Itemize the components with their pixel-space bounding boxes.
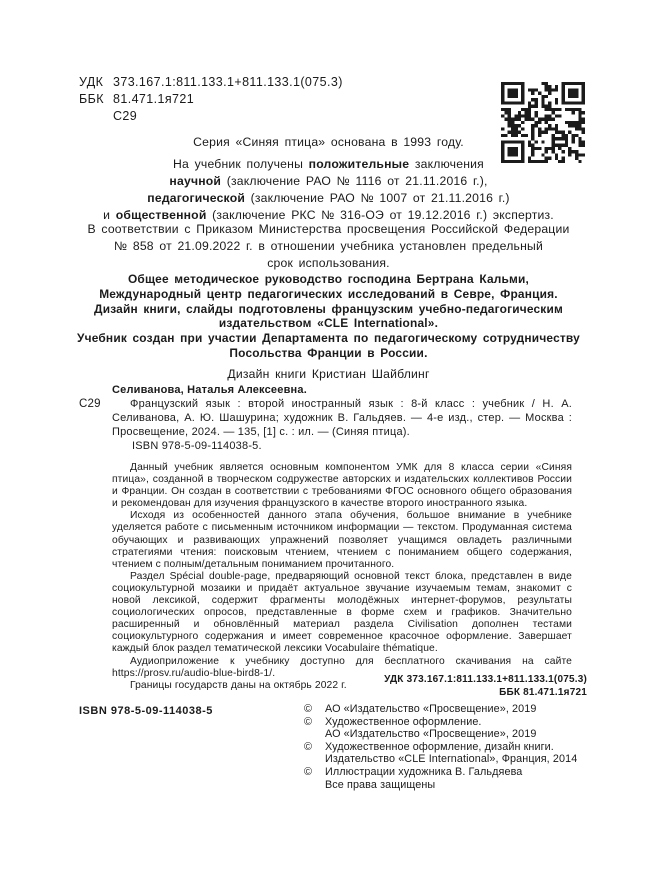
management-line: Учебник создан при участии Департамента по педагогическому сотрудничеству (77, 331, 580, 346)
decree-block (65, 221, 592, 272)
annotation-paragraph: Аудиоприложение к учебнику доступно для бесплатного скачивания на сайте https://prosv.ru/audio-blue-bird8-1/. (112, 655, 572, 679)
management-line: Дизайн книги, слайды подготовлены французским учебно-педагогическим (94, 301, 563, 316)
copyright-icon: © (304, 740, 313, 753)
copyright-line (304, 741, 577, 754)
decree-line: В соответствии с Приказом Министерства просвещения Российской Федерации (87, 222, 570, 236)
expertise-line (65, 173, 592, 190)
annotation-paragraph: Раздел Spécial double-page, предваряющий основной текст блока, представлен в виде социокультурной мозаики и придаёт актуальное звучание изучаемым темам, знакомит с новой лексикой, содержит фрагменты молодёжных интернет-форумов, результаты социологических опросов, представленные в форме схем и графиков. Значительно расширенный и обновлённый материал раздела Civilisation дополнен тестами социокультурного содержания и имеет современное красочное оформление. Завершает каждый блок раздел тематической лексики Vocabulaire thématique. (112, 570, 572, 655)
text-segment-bold: положительные (308, 157, 410, 171)
expertise-line (65, 156, 592, 173)
text-segment-bold: общественной (115, 208, 207, 222)
author-sign: С29 (113, 109, 138, 123)
udk-label: УДК (79, 75, 104, 89)
annotation-block (112, 462, 572, 692)
udk-value: 373.167.1:811.133.1+811.133.1(075.3) (113, 75, 343, 89)
designer-note: Дизайн книги Кристиан Шайблинг (227, 367, 430, 381)
management-line: Международный центр педагогических исследований в Севре, Франция. (99, 286, 558, 301)
management-block (65, 272, 592, 361)
copyright-text: Художественное оформление, дизайн книги. (325, 740, 554, 753)
catalog-description: Французский язык : второй иностранный язык : 8-й класс : учебник / Н. А. Селиванова, А. Ю. Шашурина; художник В. Гальдяев. — 4-е изд., стер. — Москва : Просвещение, 2024. — 135, [1] с. : ил. — (Синяя птица). (112, 398, 572, 438)
text-segment: На учебник получены (173, 157, 309, 171)
copyright-line (304, 703, 577, 716)
bbk-label: ББК (79, 92, 104, 106)
decree-line: № 858 от 21.09.2022 г. в отношении учебника установлен предельный (113, 239, 543, 253)
copyright-line (304, 753, 577, 766)
catalog-author: Селиванова, Наталья Алексеевна. (112, 384, 307, 396)
expertise-line (65, 190, 592, 207)
catalog-isbn: ISBN 978-5-09-114038-5. (132, 440, 262, 452)
copyright-text: Иллюстрации художника В. Гальдяева (325, 765, 523, 778)
annotation-paragraph: Границы государств даны на октябрь 2022 г. (130, 679, 347, 691)
series-note: Серия «Синяя птица» основана в 1993 году. (193, 135, 464, 149)
copyright-text: АО «Издательство «Просвещение», 2019 (325, 703, 537, 715)
management-line: издательством «CLE International». (218, 316, 439, 331)
copyright-icon: © (304, 715, 313, 728)
copyright-text: Художественное оформление. (325, 715, 482, 728)
text-segment: заключения (409, 157, 484, 171)
copyright-text: Все права защищены (325, 778, 436, 791)
copyright-text: АО «Издательство «Просвещение», 2019 (325, 728, 537, 741)
copyright-icon (304, 753, 325, 766)
annotation-paragraph: Данный учебник является основным компонентом УМК для 8 класса серии «Синяя птица», созданной в творческом содружестве авторских и издательских коллективов России и Франции. Он создан в соответствии с требованиями ФГОС основного общего образования и рекомендован для изучения французского в качестве второго иностранного языка. (112, 462, 572, 510)
copyright-icon: © (304, 765, 313, 778)
expertise-block (65, 156, 592, 224)
copyright-block (304, 703, 577, 791)
text-segment-bold: научной (169, 174, 222, 188)
text-segment: (заключение РКС № 316-ОЭ от 19.12.2016 г.) экспертиз. (206, 208, 554, 222)
text-segment: и (103, 208, 116, 222)
catalog-entry (79, 383, 572, 453)
management-line: Посольства Франции в России. (229, 345, 428, 360)
text-segment: (заключение РАО № 1007 от 21.11.2016 г.) (245, 191, 510, 205)
copyright-line (304, 716, 577, 729)
decree-line: срок использования. (267, 256, 390, 270)
catalog-code: С29 (79, 398, 101, 410)
text-segment: (заключение РАО № 1116 от 21.11.2016 г.), (221, 174, 488, 188)
copyright-line (304, 779, 577, 792)
bbk-line (79, 91, 343, 108)
udk-footer-line: УДК 373.167.1:811.133.1+811.133.1(075.3) (384, 674, 587, 685)
bbk-footer-line: ББК 81.471.1я721 (499, 687, 587, 698)
management-line: Общее методическое руководство господина Бертрана Кальми, (127, 272, 530, 286)
copyright-icon: © (304, 703, 313, 715)
bbk-value: 81.471.1я721 (113, 92, 195, 106)
udk-line (79, 74, 343, 91)
text-segment-bold: педагогической (147, 191, 246, 205)
annotation-paragraph: Исходя из особенностей данного этапа обучения, большое внимание в учебнике уделяется работе с письменным источником информации — текстом. Продуманная система обучающих и развивающих упражнений позволяет учащимся овладеть различными стратегиями чтения: поисковым чтением, чтением с пониманием общего содержания, чтением с полным/детальным пониманием прочитанного. (112, 510, 572, 570)
copyright-icon (304, 779, 325, 792)
copyright-text: Издательство «CLE International», Франция, 2014 (325, 753, 578, 766)
copyright-icon (304, 728, 325, 741)
classification-footer (384, 673, 587, 699)
copyright-line (304, 728, 577, 741)
copyright-line (304, 766, 577, 779)
footer-isbn: ISBN 978-5-09-114038-5 (79, 705, 213, 717)
top-bibliographic-codes (79, 74, 343, 125)
